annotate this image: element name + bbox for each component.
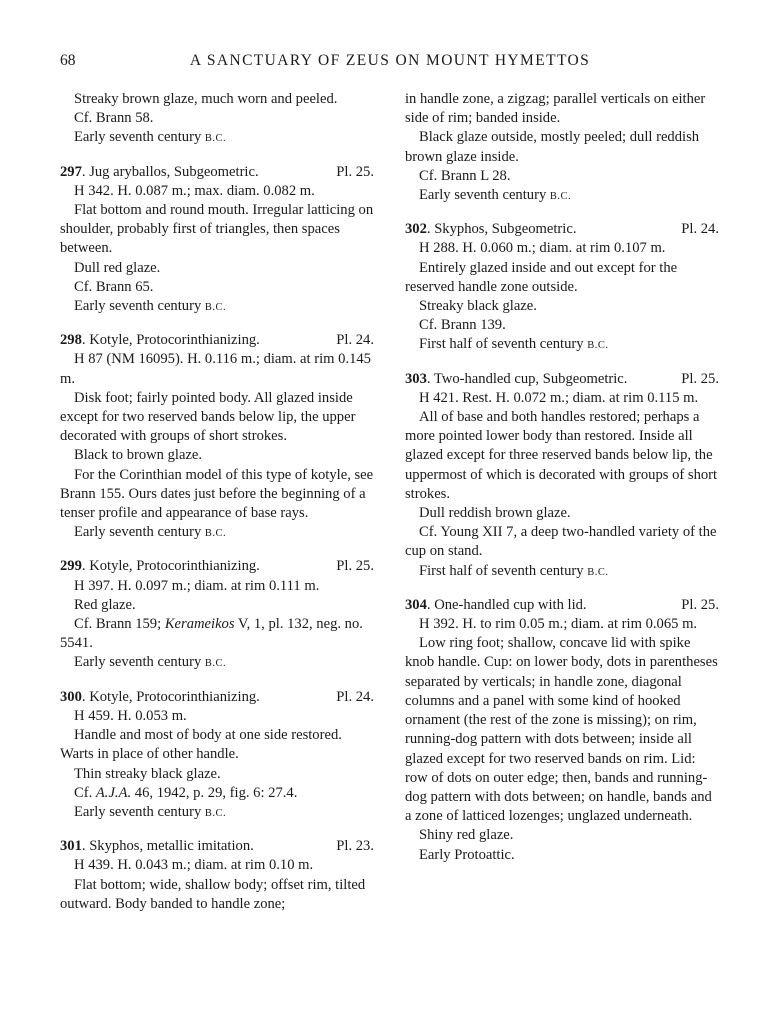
entry-title: . One-handled cup with lid.: [426, 596, 587, 613]
entry-title: . Jug aryballos, Subgeometric.: [81, 163, 259, 180]
catalogue-number: 297: [60, 163, 82, 180]
comparison: Cf. Brann 65.: [74, 278, 154, 295]
glaze-note: Dull reddish brown glaze.: [419, 505, 571, 522]
plate-reference: Pl. 24.: [681, 221, 719, 238]
glaze-note: Red glaze.: [74, 596, 136, 613]
measurements: H 87 (NM 16095). H. 0.116 m.; diam. at rim 0.145 m.: [60, 351, 371, 387]
glaze-note: Shiny red glaze.: [419, 827, 514, 844]
glaze-note: Thin streaky black glaze.: [74, 765, 221, 782]
date-line: Early seventh century B.C.: [74, 524, 227, 541]
entry-heading: [60, 688, 374, 707]
left-column: [60, 90, 374, 914]
comparison: For the Corinthian model of this type of kotyle, see Brann 155. Ours dates just before the beginning of a tenser profile and appearance of base rays.: [60, 466, 374, 522]
catalogue-number: 299: [60, 558, 82, 575]
right-column: [405, 90, 719, 865]
plate-reference: Pl. 25.: [681, 370, 719, 387]
entry-heading: [60, 557, 374, 576]
catalogue-entry-297: [60, 163, 374, 318]
catalogue-number: 301: [60, 838, 82, 855]
entry-heading: [405, 370, 719, 389]
entry-title: . Skyphos, metallic imitation.: [81, 838, 254, 855]
comparison: Cf. Brann 159; Kerameikos V, 1, pl. 132, neg. no. 5541.: [60, 616, 363, 652]
comparison: Cf. Brann L 28.: [419, 167, 511, 184]
measurements: H 421. Rest. H. 0.072 m.; diam. at rim 0.115 m.: [419, 389, 699, 406]
catalogue-number: 298: [60, 332, 82, 349]
date-line: Early seventh century B.C.: [74, 298, 227, 315]
measurements: H 342. H. 0.087 m.; max. diam. 0.082 m.: [74, 182, 315, 199]
plate-reference: Pl. 25.: [336, 163, 374, 180]
date-line: First half of seventh century B.C.: [419, 562, 609, 579]
comparison: Cf. A.J.A. 46, 1942, p. 29, fig. 6: 27.4.: [74, 784, 298, 801]
plate-reference: Pl. 24.: [336, 332, 374, 349]
date-line: Early seventh century B.C.: [74, 803, 227, 820]
continuation-text: in handle zone, a zigzag; parallel verticals on either side of rim; banded inside.: [405, 91, 706, 127]
date-line: First half of seventh century B.C.: [419, 336, 609, 353]
catalogue-entry-298: [60, 331, 374, 543]
glaze-note: Dull red glaze.: [74, 259, 161, 276]
entry-heading: [60, 837, 374, 856]
entry-title: . Skyphos, Subgeometric.: [426, 221, 577, 238]
description: Entirely glazed inside and out except for the reserved handle zone outside.: [405, 259, 678, 295]
entry-title: . Kotyle, Protocorinthianizing.: [81, 688, 260, 705]
glaze-note: Streaky black glaze.: [419, 298, 537, 315]
entry-title: . Kotyle, Protocorinthianizing.: [81, 558, 260, 575]
comparison: Cf. Young XII 7, a deep two-handled variety of the cup on stand.: [405, 524, 717, 560]
date-line: Early seventh century B.C.: [74, 654, 227, 671]
catalogue-number: 304: [405, 596, 427, 613]
description: Flat bottom; wide, shallow body; offset rim, tilted outward. Body banded to handle zone;: [60, 876, 366, 912]
catalogue-entry-299: [60, 557, 374, 673]
catalogue-number: 303: [405, 370, 427, 387]
catalogue-entry-302: [405, 220, 719, 355]
catalogue-entry-300: [60, 688, 374, 823]
catalogue-entry-301: [60, 837, 374, 914]
page-header: [60, 52, 720, 74]
entry-heading: [60, 163, 374, 182]
plate-reference: Pl. 25.: [681, 596, 719, 613]
running-title: A SANCTUARY OF ZEUS ON MOUNT HYMETTOS: [189, 52, 591, 69]
page-number: 68: [60, 52, 76, 69]
glaze-note: Black to brown glaze.: [74, 447, 203, 464]
catalogue-entry-303: [405, 370, 719, 582]
plate-reference: Pl. 23.: [336, 838, 374, 855]
entry-title: . Two-handled cup, Subgeometric.: [426, 370, 628, 387]
entry-title: . Kotyle, Protocorinthianizing.: [81, 332, 260, 349]
description: All of base and both handles restored; perhaps a more pointed lower body than restored. Inside all glazed except for three reserved bands below lip, the uppermost of which is decorated with groups of short strokes.: [405, 409, 718, 502]
comparison: Cf. Brann 139.: [419, 317, 506, 334]
measurements: H 439. H. 0.043 m.; diam. at rim 0.10 m.: [74, 857, 314, 874]
date-line: Early seventh century B.C.: [419, 187, 572, 204]
entry-heading: [405, 596, 719, 615]
measurements: H 397. H. 0.097 m.; diam. at rim 0.111 m.: [74, 577, 320, 594]
measurements: H 459. H. 0.053 m.: [74, 707, 187, 724]
glaze-note: Black glaze outside, mostly peeled; dull reddish brown glaze inside.: [405, 129, 700, 165]
entry-heading: [60, 331, 374, 350]
description: Flat bottom and round mouth. Irregular latticing on shoulder, probably first of triangles, then spaces between.: [60, 202, 374, 257]
description: Disk foot; fairly pointed body. All glazed inside except for two reserved bands below lip, the upper decorated with groups of short strokes.: [60, 389, 356, 445]
plate-reference: Pl. 24.: [336, 688, 374, 705]
continuation-text: Streaky brown glaze, much worn and peeled.: [74, 91, 338, 107]
measurements: H 392. H. to rim 0.05 m.; diam. at rim 0.065 m.: [419, 616, 698, 633]
catalogue-entry-304: [405, 596, 719, 865]
date-line: Early Protoattic.: [419, 846, 515, 863]
date-line: Early seventh century B.C.: [74, 129, 227, 146]
catalogue-number: 300: [60, 688, 82, 705]
plate-reference: Pl. 25.: [336, 558, 374, 575]
description: Handle and most of body at one side restored. Warts in place of other handle.: [60, 727, 342, 763]
continuation-text: Cf. Brann 58.: [74, 110, 154, 127]
description: Low ring foot; shallow, concave lid with spike knob handle. Cup: on lower body, dots in parentheses separated by verticals; in handle zone, diagonal columns and a panel with some kind of hooked ornament (the rest of the zone is missing); on rim, running-dog pattern with dots between; inside all glazed except for two reserved bands on rim. Lid: row of dots on outer edge; then, bands and running-dog pattern with dots between; on handle, bands and a zone of latticed lozenges; unglazed underneath.: [405, 635, 718, 825]
catalogue-number: 302: [405, 221, 427, 238]
entry-heading: [405, 220, 719, 239]
measurements: H 288. H. 0.060 m.; diam. at rim 0.107 m.: [419, 240, 666, 257]
